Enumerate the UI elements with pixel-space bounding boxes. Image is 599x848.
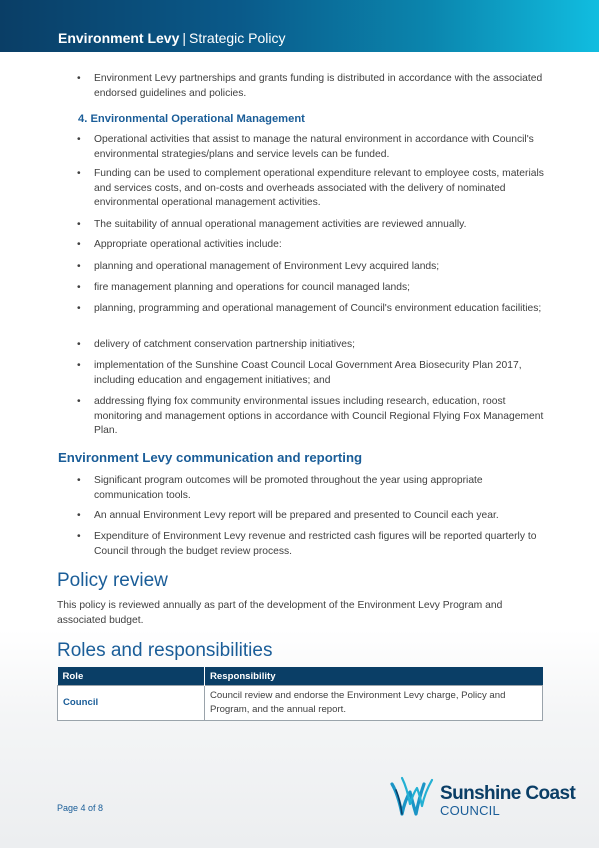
bullet-icon: • [77,219,81,230]
bullet-icon: • [77,261,81,272]
bullet-icon: • [77,339,81,350]
document-title-sub: Strategic Policy [189,30,286,46]
title-separator: | [182,30,187,46]
table-row [58,686,543,721]
bullet-icon: • [77,475,81,486]
document-title [58,30,286,46]
council-logo [388,770,576,822]
wave-mark-icon [388,770,444,822]
responsibility-cell: Council review and endorse the Environment Levy charge, Policy and Program, and the annual report. [205,686,543,721]
list-item: • addressing flying fox community environmental issues including research, education, roost monitoring and management options in accordance with Council Regional Flying Fox Management Plan. [77,396,544,437]
list-item: • Funding can be used to complement operational expenditure relevant to employee costs, materials and services costs, and on-costs and overheads associated with the delivery of nominated environmental operational management activities. [77,168,544,209]
list-item: • Appropriate operational activities include: [94,238,544,253]
bullet-icon: • [77,303,81,314]
bullet-icon: • [77,134,81,145]
list-item: • Operational activities that assist to manage the natural environment in accordance with Council's environmental strategies/plans and service levels can be funded. [77,134,534,160]
document-title-main: Environment Levy [58,30,180,46]
page-header-band [0,0,599,52]
column-header-responsibility: Responsibility [205,667,543,686]
list-item: • delivery of catchment conservation partnership initiatives; [94,338,544,353]
roles-table [57,667,543,721]
policy-review-text: This policy is reviewed annually as part of the development of the Environment Levy Program and associated budget. [57,600,503,626]
role-cell: Council [58,686,205,721]
list-item: • Significant program outcomes will be promoted throughout the year using appropriate communication tools. [77,475,483,501]
list-item: • fire management planning and operations for council managed lands; [94,281,544,296]
policy-review-heading: Policy review [57,570,168,591]
bullet-icon: • [77,239,81,250]
roles-heading: Roles and responsibilities [57,640,273,661]
table-header-row [58,667,543,686]
list-item: • Expenditure of Environment Levy revenue and restricted cash figures will be reported quarterly to Council through the budget review process. [77,531,537,557]
bullet-icon: • [77,510,81,521]
list-item: • Environment Levy partnerships and grants funding is distributed in accordance with the associated endorsed guidelines and policies. [77,73,543,99]
list-item: • The suitability of annual operational management activities are reviewed annually. [94,218,544,233]
bullet-icon: • [77,73,81,84]
list-item: • An annual Environment Levy report will be prepared and presented to Council each year. [94,509,544,524]
section-heading: 4. Environmental Operational Management [78,113,305,125]
bullet-icon: • [77,282,81,293]
logo-wordmark: Sunshine Coast [440,783,576,804]
logo-subtitle: COUNCIL [440,803,500,818]
bullet-icon: • [77,168,81,179]
list-item: • planning and operational management of Environment Levy acquired lands; [94,260,544,275]
bullet-icon: • [77,396,81,407]
bullet-icon: • [77,531,81,542]
page-number: Page 4 of 8 [57,803,104,813]
bullet-icon: • [77,360,81,371]
column-header-role: Role [58,667,205,686]
list-item: • planning, programming and operational management of Council's environment education facilities; [94,302,544,317]
list-item: • implementation of the Sunshine Coast Council Local Government Area Biosecurity Plan 2017, including education and engagement initiatives; and [77,360,522,386]
communication-heading: Environment Levy communication and reporting [58,450,363,465]
